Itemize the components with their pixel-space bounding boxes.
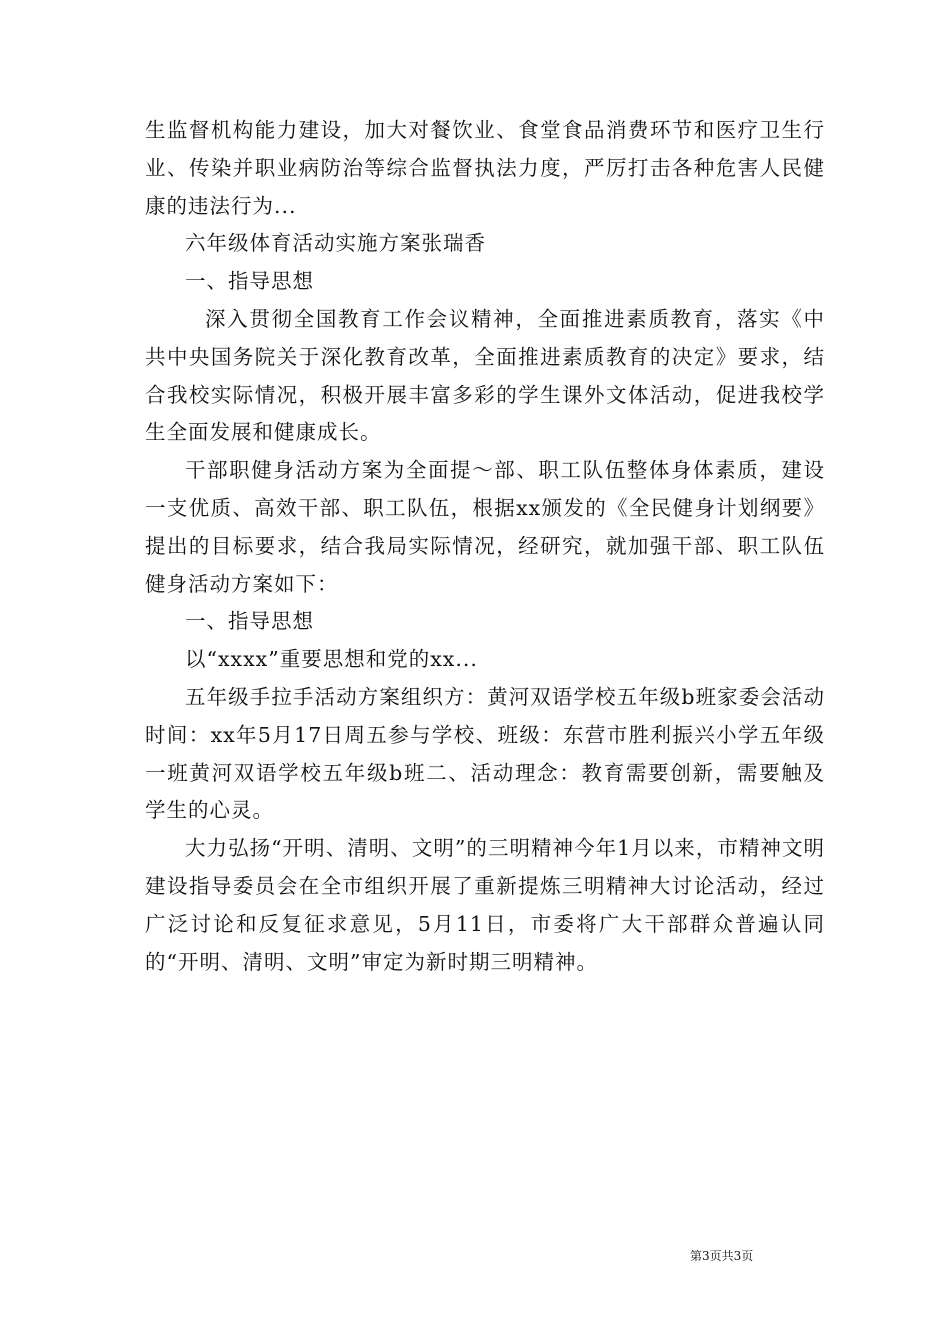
- page-number-footer: 第3页共3页: [690, 1249, 754, 1263]
- paragraph-sanming-spirit: 大力弘扬“开明、清明、文明”的三明精神今年1月以来，市精神文明建设指导委员会在全市组织开展了重新提炼三明精神大讨论活动，经过广泛讨论和反复征求意见，5月11日，市委将广大干部群众普遍认同的“开明、清明、文明”审定为新时期三明精神。: [145, 836, 825, 974]
- paragraph-important-thought: 以“xxxx”重要思想和党的xx...: [185, 647, 478, 672]
- document-body: [145, 112, 825, 981]
- paragraph-hand-in-hand: 五年级手拉手活动方案组织方：黄河双语学校五年级b班家委会活动时间：xx年5月17日周五参与学校、班级：东营市胜利振兴小学五年级一班黄河双语学校五年级b班二、活动理念：教育需要创新，需要触及学生的心灵。: [145, 684, 825, 823]
- paragraph-continued-text: 生监督机构能力建设，加大对餐饮业、食堂食品消费环节和医疗卫生行业、传染并职业病防治等综合监督执法力度，严厉打击各种危害人民健康的违法行为...: [145, 118, 825, 218]
- paragraph-fitness-plan: 干部职健身活动方案为全面提～部、职工队伍整体身体素质，建设一支优质、高效干部、职工队伍，根据xx颁发的《全民健身计划纲要》提出的目标要求，结合我局实际情况，经研究，就加强干部、职工队伍健身活动方案如下：: [145, 458, 825, 596]
- paragraph-education-reform: 深入贯彻全国教育工作会议精神，全面推进素质教育，落实《中共中央国务院关于深化教育改革，全面推进素质教育的决定》要求，结合我校实际情况，积极开展丰富多彩的学生课外文体活动，促进我校学生全面发展和健康成长。: [145, 306, 825, 445]
- section-title: 六年级体育活动实施方案张瑞香: [185, 231, 486, 256]
- heading-guiding-ideology: 一、指导思想: [185, 269, 314, 294]
- heading-guiding-ideology-2: 一、指导思想: [185, 609, 314, 634]
